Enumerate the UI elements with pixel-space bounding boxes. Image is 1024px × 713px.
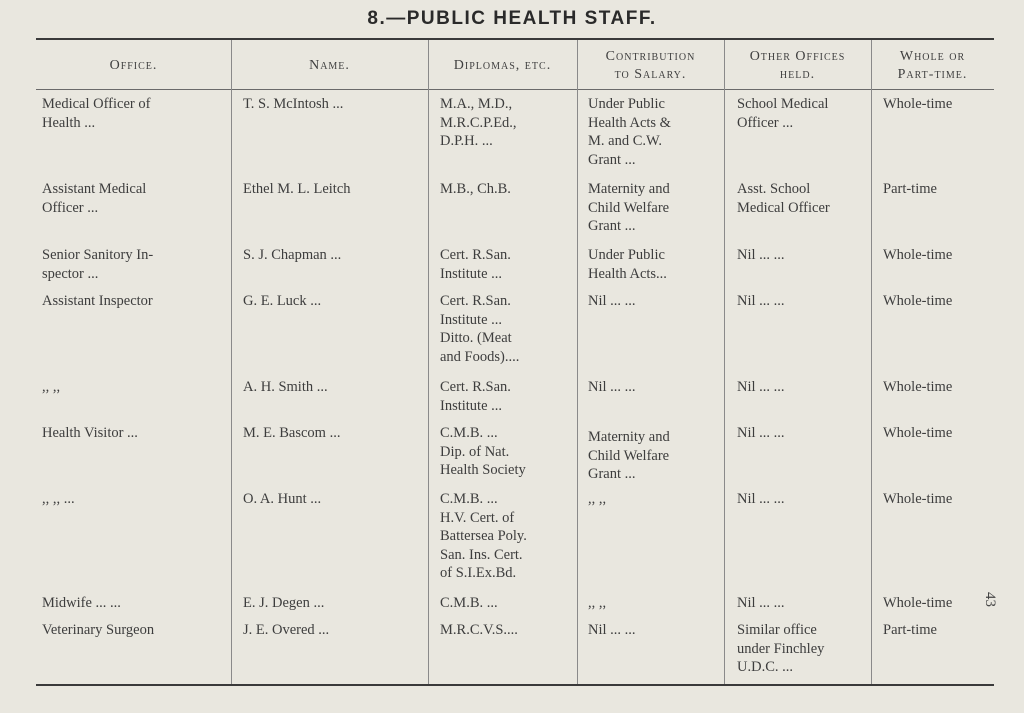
page-title: 8.—PUBLIC HEALTH STAFF.	[367, 8, 657, 29]
cell-office: Midwife ... ...	[42, 595, 121, 611]
cell-contribution: ,, ,,	[588, 491, 607, 507]
cell-diplomas: Cert. R.San. Institute ...	[440, 379, 511, 414]
cell-name: J. E. Overed ...	[243, 622, 330, 638]
column-divider	[428, 40, 429, 684]
cell-time: Whole-time	[883, 491, 953, 507]
cell-name: E. J. Degen ...	[243, 595, 325, 611]
cell-time: Whole-time	[883, 595, 953, 611]
cell-name: G. E. Luck ...	[243, 293, 322, 309]
cell-contribution: Nil ... ...	[588, 293, 636, 309]
cell-diplomas: C.M.B. ... H.V. Cert. of Battersea Poly. San. Ins. Cert. of S.I.Ex.Bd.	[440, 491, 527, 581]
header-other-offices: Other Offices held.	[749, 49, 846, 82]
cell-office: Assistant Inspector	[42, 293, 153, 309]
cell-diplomas: Cert. R.San. Institute ...	[440, 247, 511, 282]
table-bottom-rule	[36, 684, 994, 686]
cell-contribution: Under Public Health Acts...	[588, 247, 667, 282]
cell-office: ,, ,, ...	[42, 491, 75, 507]
column-divider	[724, 40, 725, 684]
column-divider	[871, 40, 872, 684]
cell-office: Medical Officer of Health ...	[42, 96, 151, 131]
cell-time: Part-time	[883, 622, 937, 638]
cell-diplomas: C.M.B. ...	[440, 595, 498, 611]
header-diplomas: Diplomas, etc.	[453, 58, 552, 73]
cell-time: Whole-time	[883, 247, 953, 263]
cell-diplomas: Cert. R.San. Institute ... Ditto. (Meat and Foods)....	[440, 293, 520, 365]
cell-other-offices: Nil ... ...	[737, 491, 785, 507]
header-name: Name.	[309, 58, 350, 73]
cell-time: Whole-time	[883, 425, 953, 441]
cell-other-offices: Similar office under Finchley U.D.C. ...	[737, 622, 825, 675]
table-top-rule	[36, 38, 994, 40]
column-divider	[231, 40, 232, 684]
cell-name: M. E. Bascom ...	[243, 425, 341, 441]
cell-contribution: Under Public Health Acts & M. and C.W. Grant ...	[588, 96, 671, 168]
cell-diplomas: C.M.B. ... Dip. of Nat. Health Society	[440, 425, 526, 478]
cell-contribution: Maternity and Child Welfare Grant ...	[588, 181, 670, 234]
cell-time: Whole-time	[883, 96, 953, 112]
cell-diplomas: M.B., Ch.B.	[440, 181, 511, 197]
cell-office: Health Visitor ...	[42, 425, 138, 441]
cell-name: A. H. Smith ...	[243, 379, 328, 395]
header-whole-part-time: Whole or Part-time.	[897, 49, 968, 82]
cell-name: T. S. McIntosh ...	[243, 96, 344, 112]
cell-diplomas: M.A., M.D., M.R.C.P.Ed., D.P.H. ...	[440, 96, 517, 149]
cell-other-offices: Nil ... ...	[737, 595, 785, 611]
cell-name: O. A. Hunt ...	[243, 491, 322, 507]
page-number: 43	[982, 592, 998, 607]
cell-name: S. J. Chapman ...	[243, 247, 342, 263]
cell-name: Ethel M. L. Leitch	[243, 181, 351, 197]
cell-time: Part-time	[883, 181, 937, 197]
cell-office: Assistant Medical Officer ...	[42, 181, 147, 216]
cell-time: Whole-time	[883, 293, 953, 309]
cell-contribution: Maternity and Child Welfare Grant ...	[588, 429, 670, 482]
cell-other-offices: Nil ... ...	[737, 247, 785, 263]
cell-diplomas: M.R.C.V.S....	[440, 622, 518, 638]
cell-other-offices: Nil ... ...	[737, 379, 785, 395]
column-divider	[577, 40, 578, 684]
cell-other-offices: Asst. School Medical Officer	[737, 181, 830, 216]
cell-time: Whole-time	[883, 379, 953, 395]
cell-contribution: ,, ,,	[588, 595, 607, 611]
cell-other-offices: Nil ... ...	[737, 425, 785, 441]
header-contribution: Contribution to Salary.	[605, 49, 696, 82]
header-rule	[36, 89, 994, 90]
cell-office: Senior Sanitory In- spector ...	[42, 247, 154, 282]
cell-other-offices: School Medical Officer ...	[737, 96, 829, 131]
cell-office: Veterinary Surgeon	[42, 622, 155, 638]
cell-contribution: Nil ... ...	[588, 379, 636, 395]
cell-other-offices: Nil ... ...	[737, 293, 785, 309]
header-office: Office.	[109, 58, 158, 73]
cell-office: ,, ,,	[42, 379, 61, 395]
cell-contribution: Nil ... ...	[588, 622, 636, 638]
